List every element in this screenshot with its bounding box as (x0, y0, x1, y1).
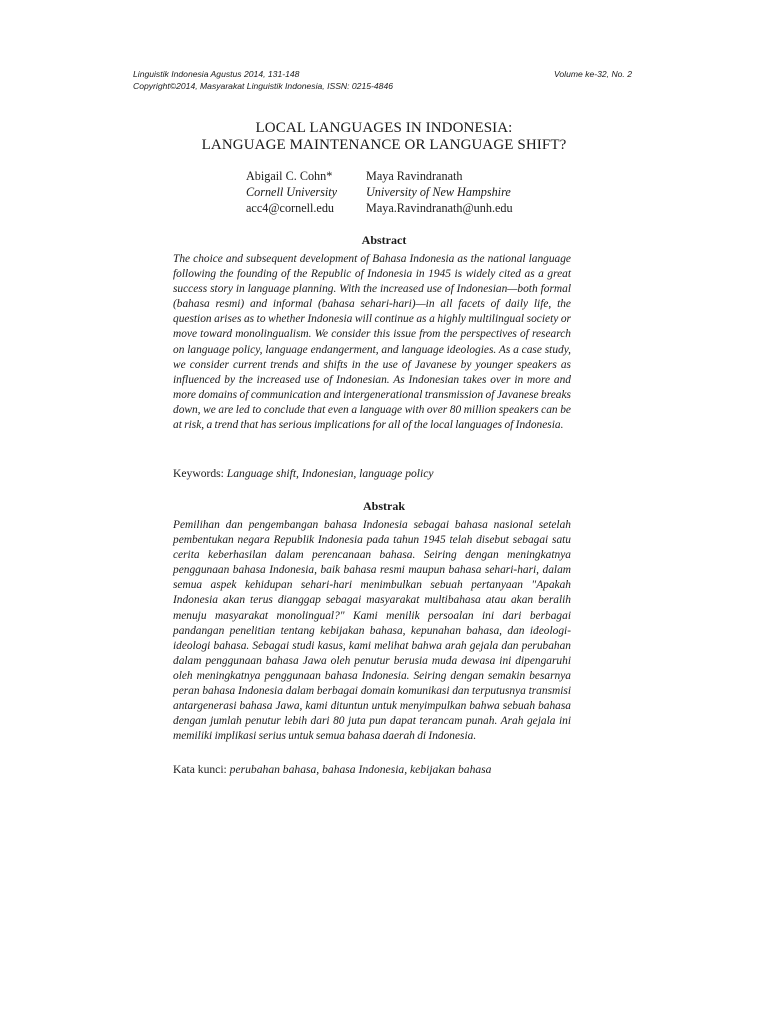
copyright-line: Copyright©2014, Masyarakat Linguistik Indonesia, ISSN: 0215-4846 (133, 81, 393, 91)
volume-number: Volume ke-32, No. 2 (553, 69, 632, 79)
paper-title (120, 120, 648, 154)
kata-kunci-values: perubahan bahasa, bahasa Indonesia, kebijakan bahasa (229, 763, 492, 776)
keywords-values: Language shift, Indonesian, language policy (226, 467, 434, 480)
abstract-text: The choice and subsequent development of Bahasa Indonesia as the national language following the founding of the Republic of Indonesia in 1945 is widely cited as a great success story in language planning. With the increased use of Indonesian—both formal (bahasa resmi) and informal (bahasa sehari-hari)—in all facets of daily life, the question arises as to whether Indonesia will continue as a highly multilingual society or move toward monolingualism. We consider this issue from the perspectives of research on language policy, language endangerment, and language ideologies. As a case study, we consider current trends and shifts in the use of Javanese by younger speakers as influenced by the increased use of Indonesian. As Indonesian takes over in more and more domains of communication and intergenerational transmission of Javanese breaks down, we are led to conclude that even a language with over 80 million speakers can be at risk, a trend that has serious implications for all of the local languages of Indonesia. (173, 253, 571, 432)
running-header (133, 68, 632, 92)
title-line-1: LOCAL LANGUAGES IN INDONESIA: (255, 120, 513, 136)
author-affiliation: University of New Hampshire (366, 185, 511, 199)
title-line-2: LANGUAGE MAINTENANCE OR LANGUAGE SHIFT? (201, 137, 567, 153)
author-1 (246, 168, 366, 216)
abstrak-text: Pemilihan dan pengembangan bahasa Indonesia sebagai bahasa nasional setelah pembentukan negara Republik Indonesia pada tahun 1945 telah disebut sebagai satu cerita keberhasilan dalam perencanaan bahasa. Seiring dengan meningkatnya penggunaan bahasa Indonesia, baik bahasa resmi maupun bahasa sehari-hari, dalam semua aspek kehidupan sehari-hari menimbulkan sebuah pertanyaan "Apakah Indonesia akan terus dianggap sebagai masyarakat multibahasa atau akan beralih menuju masyarakat monolingual?" Kami menilik persoalan ini dari berbagai pandangan penelitian tentang kebijakan bahasa, kepunahan bahasa, dan ideologi-ideologi bahasa. Sebagai studi kasus, kami melihat bahwa arah gejala dan perubahan dalam penggunaan bahasa Jawa oleh penutur berusia muda dewasa ini dipengaruhi oleh meningkatnya penggunaan bahasa Indonesia. Seiring dengan semakin besarnya peran bahasa Indonesia dalam berbagai domain komunikasi dan terputusnya transmisi antargenerasi bahasa Jawa, kami dituntun untuk menyimpulkan bahwa sebuah bahasa dengan jumlah penutur lebih dari 80 juta pun dapat terancam punah. Arah gejala ini memiliki implikasi serius untuk semua bahasa daerah di Indonesia. (173, 519, 571, 743)
author-affiliation: Cornell University (246, 185, 338, 199)
author-block (246, 168, 513, 216)
abstrak-heading: Abstrak (362, 499, 405, 513)
abstract-keywords (173, 466, 593, 481)
author-name: Abigail C. Cohn* (246, 169, 333, 183)
keywords-label: Keywords: (173, 467, 224, 480)
author-email: acc4@cornell.edu (246, 201, 335, 215)
author-name: Maya Ravindranath (366, 169, 463, 183)
abstrak-keywords (173, 762, 593, 777)
abstract-heading: Abstract (361, 233, 407, 247)
author-2 (366, 168, 513, 216)
journal-citation: Linguistik Indonesia Agustus 2014, 131-148 (133, 69, 300, 79)
kata-kunci-label: Kata kunci: (173, 763, 227, 776)
author-email: Maya.Ravindranath@unh.edu (366, 201, 513, 215)
